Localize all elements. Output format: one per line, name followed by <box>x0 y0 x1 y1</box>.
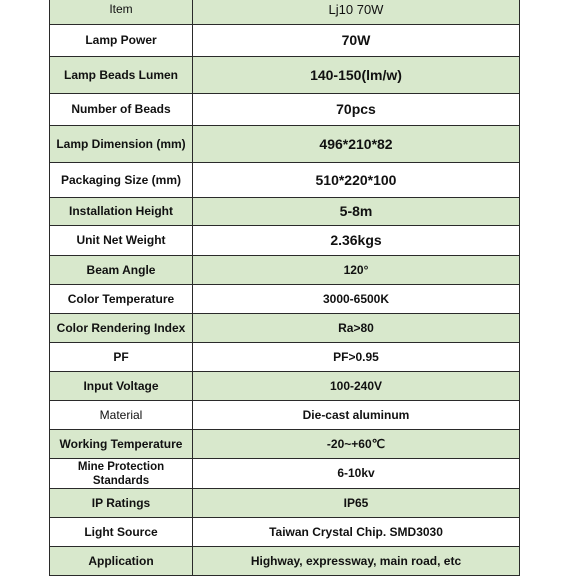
row-label: Material <box>50 401 193 430</box>
row-label: Unit Net Weight <box>50 226 193 256</box>
row-label: Color Rendering Index <box>50 314 193 343</box>
row-label: Lamp Dimension (mm) <box>50 126 193 163</box>
row-label: Application <box>50 547 193 576</box>
table-row <box>50 163 520 198</box>
table-row <box>50 489 520 518</box>
row-value: Lj10 70W <box>193 0 520 25</box>
table-row <box>50 126 520 163</box>
row-value: 6-10kv <box>193 459 520 489</box>
row-value: 70pcs <box>193 94 520 126</box>
table-row <box>50 547 520 576</box>
table-row <box>50 314 520 343</box>
row-value: -20~+60℃ <box>193 430 520 459</box>
row-label: IP Ratings <box>50 489 193 518</box>
row-label: PF <box>50 343 193 372</box>
row-label: Working Temperature <box>50 430 193 459</box>
table-row <box>50 198 520 226</box>
row-value: 496*210*82 <box>193 126 520 163</box>
table-row <box>50 401 520 430</box>
row-value: Taiwan Crystal Chip. SMD3030 <box>193 518 520 547</box>
table-row <box>50 94 520 126</box>
row-value: 100-240V <box>193 372 520 401</box>
table-row <box>50 372 520 401</box>
row-value: 3000-6500K <box>193 285 520 314</box>
row-label: Color Temperature <box>50 285 193 314</box>
row-label: Number of Beads <box>50 94 193 126</box>
table-row <box>50 256 520 285</box>
row-label: Lamp Power <box>50 25 193 57</box>
row-label: Mine Protection Standards <box>50 459 193 489</box>
table-row <box>50 57 520 94</box>
row-value: Ra>80 <box>193 314 520 343</box>
table-row <box>50 0 520 25</box>
row-label: Light Source <box>50 518 193 547</box>
table-row <box>50 343 520 372</box>
table-row <box>50 226 520 256</box>
table-row <box>50 518 520 547</box>
table-row <box>50 430 520 459</box>
row-label: Lamp Beads Lumen <box>50 57 193 94</box>
row-value: IP65 <box>193 489 520 518</box>
row-label: Input Voltage <box>50 372 193 401</box>
row-value: Die-cast aluminum <box>193 401 520 430</box>
table-row <box>50 459 520 489</box>
row-value: 5-8m <box>193 198 520 226</box>
row-value: 120° <box>193 256 520 285</box>
spec-table <box>49 0 520 576</box>
row-value: 70W <box>193 25 520 57</box>
table-row <box>50 25 520 57</box>
row-label: Packaging Size (mm) <box>50 163 193 198</box>
row-label: Item <box>50 0 193 25</box>
row-value: 2.36kgs <box>193 226 520 256</box>
table-row <box>50 285 520 314</box>
row-value: Highway, expressway, main road, etc <box>193 547 520 576</box>
row-value: 510*220*100 <box>193 163 520 198</box>
row-label: Beam Angle <box>50 256 193 285</box>
row-value: 140-150(lm/w) <box>193 57 520 94</box>
row-value: PF>0.95 <box>193 343 520 372</box>
row-label: Installation Height <box>50 198 193 226</box>
